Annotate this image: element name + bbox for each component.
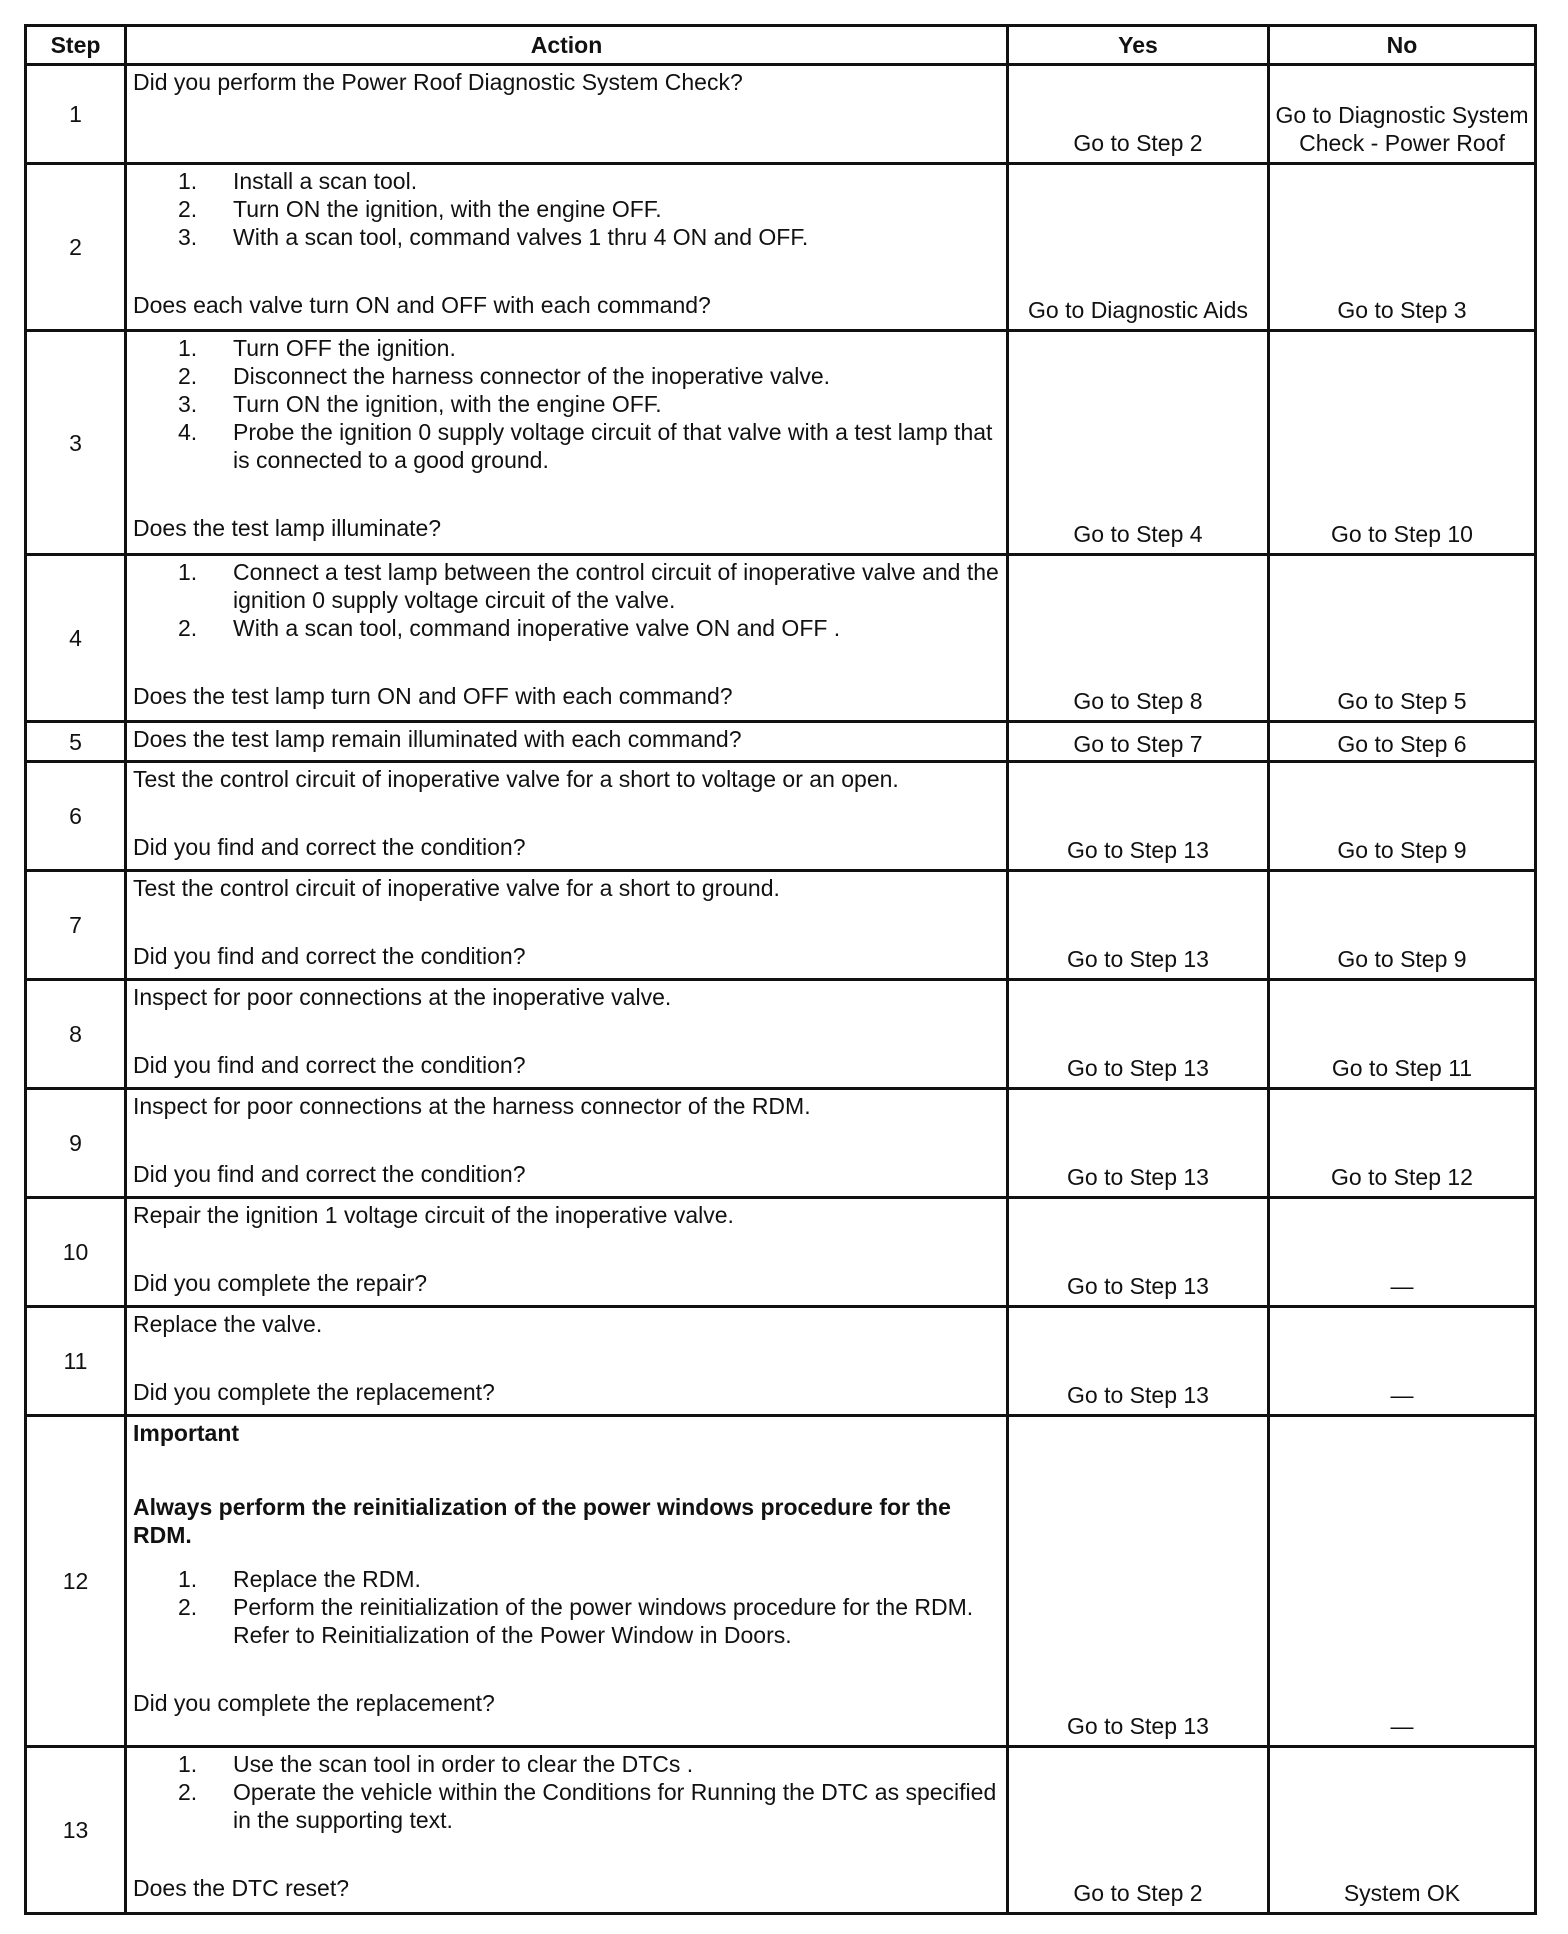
action-instruction: Repair the ignition 1 voltage circuit of the inoperative valve. <box>133 1202 734 1228</box>
table-row <box>26 871 1536 980</box>
list-item: 2. Turn ON the ignition, with the engine OFF. <box>178 196 662 222</box>
no-result: Go to Step 11 <box>1269 980 1536 1089</box>
action-cell <box>126 164 1008 331</box>
step-number: 12 <box>26 1416 126 1747</box>
action-question: Did you find and correct the condition? <box>133 1161 526 1187</box>
list-item: 1. Turn OFF the ignition. <box>178 335 456 361</box>
table-row <box>26 722 1536 762</box>
no-result: Go to Step 5 <box>1269 555 1536 722</box>
action-cell <box>126 1747 1008 1914</box>
procedure-list <box>133 1750 1000 1834</box>
step-number: 3 <box>26 331 126 555</box>
list-item: 1. Connect a test lamp between the control circuit of inoperative valve and the ignition 0 supply voltage circuit of the valve. <box>178 559 999 613</box>
header-yes: Yes <box>1008 26 1269 65</box>
list-item: 3. Turn ON the ignition, with the engine OFF. <box>178 391 662 417</box>
no-result: — <box>1269 1198 1536 1307</box>
no-result: — <box>1269 1416 1536 1747</box>
no-result: Go to Step 12 <box>1269 1089 1536 1198</box>
table-row <box>26 1747 1536 1914</box>
list-item: 2. Perform the reinitialization of the power windows procedure for the RDM. Refer to Reinitialization of the Power Window in Doors. <box>178 1594 974 1648</box>
action-instruction: Test the control circuit of inoperative valve for a short to voltage or an open. <box>133 766 899 792</box>
no-result: Go to Step 9 <box>1269 871 1536 980</box>
table-row <box>26 555 1536 722</box>
diagnostic-table <box>24 24 1537 1915</box>
action-question: Does the test lamp turn ON and OFF with each command? <box>133 683 733 709</box>
action-question: Did you complete the repair? <box>133 1270 428 1296</box>
yes-result: Go to Step 13 <box>1008 1198 1269 1307</box>
list-item: 1. Use the scan tool in order to clear the DTCs . <box>178 1751 694 1777</box>
step-number: 13 <box>26 1747 126 1914</box>
procedure-list <box>133 167 1000 251</box>
yes-result: Go to Step 13 <box>1008 871 1269 980</box>
action-cell <box>126 1416 1008 1747</box>
step-number: 2 <box>26 164 126 331</box>
step-number: 6 <box>26 762 126 871</box>
action-instruction: Replace the valve. <box>133 1311 323 1337</box>
table-row <box>26 1089 1536 1198</box>
action-question: Did you find and correct the condition? <box>133 1052 526 1078</box>
table-row <box>26 762 1536 871</box>
table-row <box>26 164 1536 331</box>
header-step: Step <box>26 26 126 65</box>
header-no: No <box>1269 26 1536 65</box>
action-cell <box>126 980 1008 1089</box>
action-question: Does the test lamp illuminate? <box>133 515 442 541</box>
action-question: Does each valve turn ON and OFF with each command? <box>133 292 711 318</box>
action-question: Does the DTC reset? <box>133 1875 350 1901</box>
list-item: 2. Disconnect the harness connector of the inoperative valve. <box>178 363 831 389</box>
important-note: Always perform the reinitialization of the power windows procedure for the RDM. <box>133 1494 951 1548</box>
no-result: Go to Step 3 <box>1269 164 1536 331</box>
action-cell <box>126 1307 1008 1416</box>
action-cell <box>126 331 1008 555</box>
list-item: 1. Replace the RDM. <box>178 1566 421 1592</box>
action-cell <box>126 1198 1008 1307</box>
table-row <box>26 1307 1536 1416</box>
step-number: 11 <box>26 1307 126 1416</box>
yes-result: Go to Diagnostic Aids <box>1008 164 1269 331</box>
step-number: 9 <box>26 1089 126 1198</box>
procedure-list <box>133 334 1000 474</box>
important-label: Important <box>133 1420 240 1446</box>
step-number: 4 <box>26 555 126 722</box>
procedure-list <box>133 558 1000 642</box>
action-cell <box>126 555 1008 722</box>
list-item: 1. Install a scan tool. <box>178 168 418 194</box>
no-result: Go to Diagnostic System Check - Power Roof <box>1269 65 1536 164</box>
step-number: 10 <box>26 1198 126 1307</box>
yes-result: Go to Step 13 <box>1008 980 1269 1089</box>
yes-result: Go to Step 13 <box>1008 1416 1269 1747</box>
no-result: System OK <box>1269 1747 1536 1914</box>
yes-result: Go to Step 4 <box>1008 331 1269 555</box>
action-cell <box>126 762 1008 871</box>
action-instruction: Inspect for poor connections at the inoperative valve. <box>133 984 672 1010</box>
diagnostic-table-sheet <box>24 24 1534 1915</box>
header-row <box>26 26 1536 65</box>
action-instruction: Inspect for poor connections at the harness connector of the RDM. <box>133 1093 811 1119</box>
yes-result: Go to Step 8 <box>1008 555 1269 722</box>
yes-result: Go to Step 2 <box>1008 65 1269 164</box>
no-result: — <box>1269 1307 1536 1416</box>
no-result: Go to Step 10 <box>1269 331 1536 555</box>
action-instruction: Test the control circuit of inoperative valve for a short to ground. <box>133 875 780 901</box>
action-question: Did you find and correct the condition? <box>133 943 526 969</box>
action-cell <box>126 1089 1008 1198</box>
action-cell <box>126 871 1008 980</box>
list-item: 2. With a scan tool, command inoperative valve ON and OFF . <box>178 615 841 641</box>
step-number: 7 <box>26 871 126 980</box>
action-cell <box>126 722 1008 762</box>
action-question: Does the test lamp remain illuminated with each command? <box>133 726 742 752</box>
table-row <box>26 65 1536 164</box>
table-row <box>26 980 1536 1089</box>
table-row <box>26 331 1536 555</box>
list-item: 3. With a scan tool, command valves 1 thru 4 ON and OFF. <box>178 224 809 250</box>
yes-result: Go to Step 13 <box>1008 1089 1269 1198</box>
no-result: Go to Step 9 <box>1269 762 1536 871</box>
action-cell <box>126 65 1008 164</box>
table-row <box>26 1416 1536 1747</box>
yes-result: Go to Step 13 <box>1008 1307 1269 1416</box>
yes-result: Go to Step 7 <box>1008 722 1269 762</box>
yes-result: Go to Step 2 <box>1008 1747 1269 1914</box>
action-question: Did you find and correct the condition? <box>133 834 526 860</box>
step-number: 1 <box>26 65 126 164</box>
step-number: 5 <box>26 722 126 762</box>
yes-result: Go to Step 13 <box>1008 762 1269 871</box>
list-item: 2. Operate the vehicle within the Conditions for Running the DTC as specified in the supporting text. <box>178 1779 997 1833</box>
header-action: Action <box>126 26 1008 65</box>
list-item: 4. Probe the ignition 0 supply voltage circuit of that valve with a test lamp that is connected to a good ground. <box>178 419 993 473</box>
no-result: Go to Step 6 <box>1269 722 1536 762</box>
action-instruction: Did you perform the Power Roof Diagnostic System Check? <box>133 69 743 95</box>
action-question: Did you complete the replacement? <box>133 1379 495 1405</box>
action-question: Did you complete the replacement? <box>133 1690 495 1716</box>
procedure-list <box>133 1565 1000 1649</box>
step-number: 8 <box>26 980 126 1089</box>
table-row <box>26 1198 1536 1307</box>
